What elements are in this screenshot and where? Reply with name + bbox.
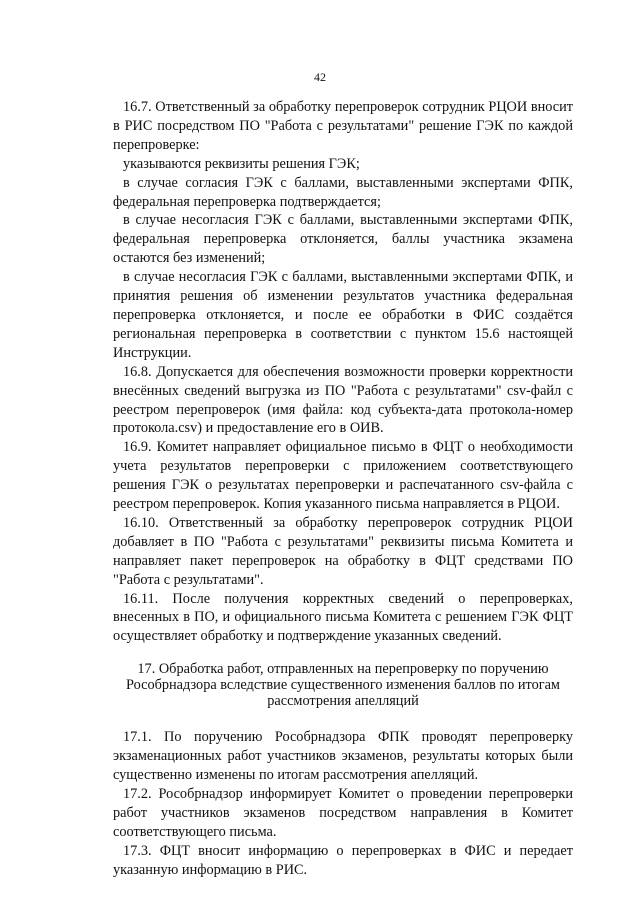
section-title-line: 17. Обработка работ, отправленных на перепроверку по поручению	[137, 661, 549, 678]
section-title-line: рассмотрения апелляций	[267, 693, 419, 710]
section-17-title	[113, 661, 573, 709]
subitem-agreement: в случае согласия ГЭК с баллами, выставленными экспертами ФПК, федеральная перепроверка подтверждается;	[113, 174, 573, 210]
paragraph-17-1: 17.1. По поручению Рособрнадзора ФПК проводят перепроверку экзаменационных работ участников экзаменов, результаты которых были существенно изменены по итогам рассмотрения апелляций.	[113, 729, 573, 784]
paragraph-16-9: 16.9. Комитет направляет официальное письмо в ФЦТ о необходимости учета результатов перепроверки с приложением соответствующего решения ГЭК о результатах перепроверки и распечатанного csv-файла с реестром перепроверок. Копия указанного письма направляется в РЦОИ.	[113, 439, 573, 513]
paragraph-16-10: 16.10. Ответственный за обработку перепроверок сотрудник РЦОИ добавляет в ПО "Работа с результатами" реквизиты письма Комитета и направляет пакет перепроверок на обработку в ФЦТ средствами ПО "Работа с результатами".	[113, 514, 573, 588]
subitem-requisites: указываются реквизиты решения ГЭК;	[123, 155, 360, 172]
paragraph-16-11: 16.11. После получения корректных сведений о перепроверках, внесенных в ПО, и официального письма Комитета с решением ГЭК ФЦТ осуществляет обработку и подтверждение указанных сведений.	[113, 590, 573, 645]
section-title-line: Рособрнадзора вследствие существенного изменения баллов по итогам	[126, 677, 560, 694]
document-body	[113, 98, 573, 880]
subitem-disagreement: в случае несогласия ГЭК с баллами, выставленными экспертами ФПК, федеральная перепроверка отклоняется, баллы участника экзамена остаются без изменений;	[113, 212, 573, 267]
paragraph-17-3: 17.3. ФЦТ вносит информацию о перепроверках в ФИС и передает указанную информацию в РИС.	[113, 842, 573, 878]
page-number: 42	[314, 70, 326, 84]
paragraph-16-7: 16.7. Ответственный за обработку перепроверок сотрудник РЦОИ вносит в РИС посредством ПО "Работа с результатами" решение ГЭК по каждой перепроверке:	[113, 99, 573, 153]
subitem-disagreement-change: в случае несогласия ГЭК с баллами, выставленными экспертами ФПК, и принятия решения об изменении результатов участника федеральная перепроверка отклоняется, и после ее обработки в ФИС создаётся региональная перепроверка в соответствии с пунктом 15.6 настоящей Инструкции.	[113, 269, 573, 361]
paragraph-16-8: 16.8. Допускается для обеспечения возможности проверки корректности внесённых сведений выгрузка из ПО "Работа с результатами" csv-файл с реестром перепроверок (имя файла: код субъекта-дата протокола-номер протокола.csv) и предоставление его в ОИВ.	[113, 363, 573, 437]
paragraph-17-2: 17.2. Рособрнадзор информирует Комитет о проведении перепроверки работ участников экзаменов посредством направления в Комитет соответствующего письма.	[113, 786, 573, 840]
